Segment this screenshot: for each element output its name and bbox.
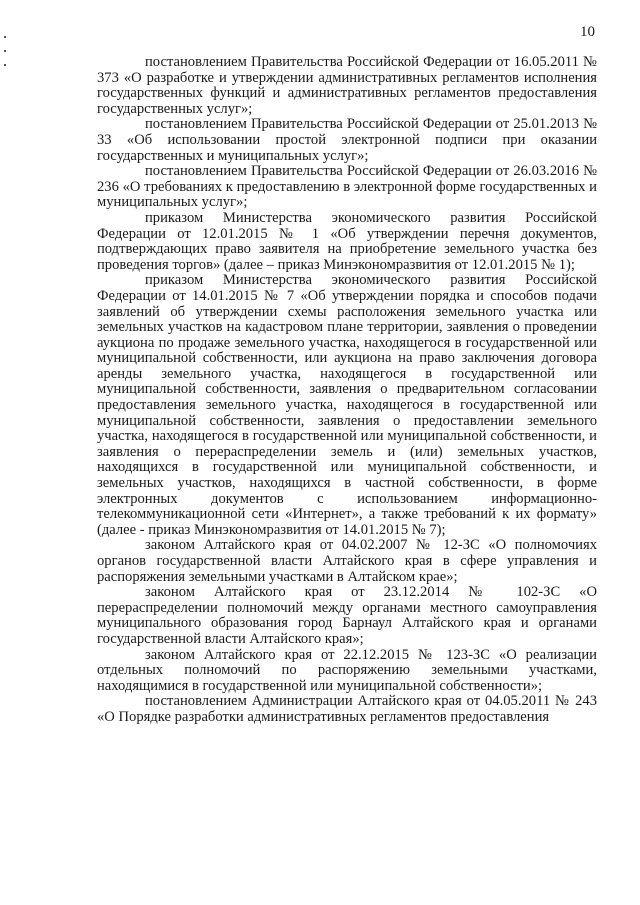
paragraph: постановлением Правительства Российской Федерации от 26.03.2016 № 236 «О требованиях к предоставлению в электронной форме государственных и муниципальных услуг»; [97,163,597,211]
paragraph: постановлением Администрации Алтайского края от 04.05.2011 № 243 «О Порядке разработки административных регламентов предоставления [97,693,597,725]
document-body [97,55,597,726]
page-number: 10 [580,24,595,40]
scan-artifact-marks [4,36,8,76]
paragraph: постановлением Правительства Российской Федерации от 25.01.2013 № 33 «Об использовании простой электронной подписи при оказании государственных и муниципальных услуг»; [97,116,597,164]
paragraph: приказом Министерства экономического развития Российской Федерации от 14.01.2015 № 7 «Об утверждении порядка и способов подачи заявлений об утверждении схемы расположения земельного участка или земельных участков на кадастровом плане территории, заявления о проведении аукциона по продаже земельного участка, находящегося в государственной или муниципальной собственности, или аукциона на право заключения договора аренды земельного участка, находящегося в государственной или муниципальной собственности, заявления о предварительном согласовании предоставления земельного участка, находящегося в государственной или муниципальной собственности, заявления о предоставлении земельного участка, находящегося в государственной или муниципальной собственности, и заявления о перераспределении земель и (или) земельных участков, находящихся в государственной или муниципальной собственности, и земельных участков, находящихся в частной собственности, в форме электронных документов с использованием информационно-телекоммуникационной сети «Интернет», а также требований к их формату» (далее - приказ Минэкономразвития от 14.01.2015 № 7); [97,272,597,538]
paragraph: законом Алтайского края от 04.02.2007 № 12-ЗС «О полномочиях органов государственной власти Алтайского края в сфере управления и распоряжения земельными участками в Алтайском крае»; [97,537,597,585]
paragraph: законом Алтайского края от 22.12.2015 № 123-ЗС «О реализации отдельных полномочий по распоряжению земельными участками, находящимися в государственной или муниципальной собственности»; [97,646,597,694]
paragraph: приказом Министерства экономического развития Российской Федерации от 12.01.2015 № 1 «Об утверждении перечня документов, подтверждающих право заявителя на приобретение земельного участка без проведения торгов» (далее – приказ Минэкономразвития от 12.01.2015 № 1); [97,209,597,273]
paragraph: постановлением Правительства Российской Федерации от 16.05.2011 № 373 «О разработке и утверждении административных регламентов исполнения государственных функций и административных регламентов предоставления государственных услуг»; [97,54,597,117]
paragraph: законом Алтайского края от 23.12.2014 № 102-ЗС «О перераспределении полномочий между органами местного самоуправления муниципального образования город Барнаул Алтайского края и органами государственной власти Алтайского края»; [97,584,597,647]
